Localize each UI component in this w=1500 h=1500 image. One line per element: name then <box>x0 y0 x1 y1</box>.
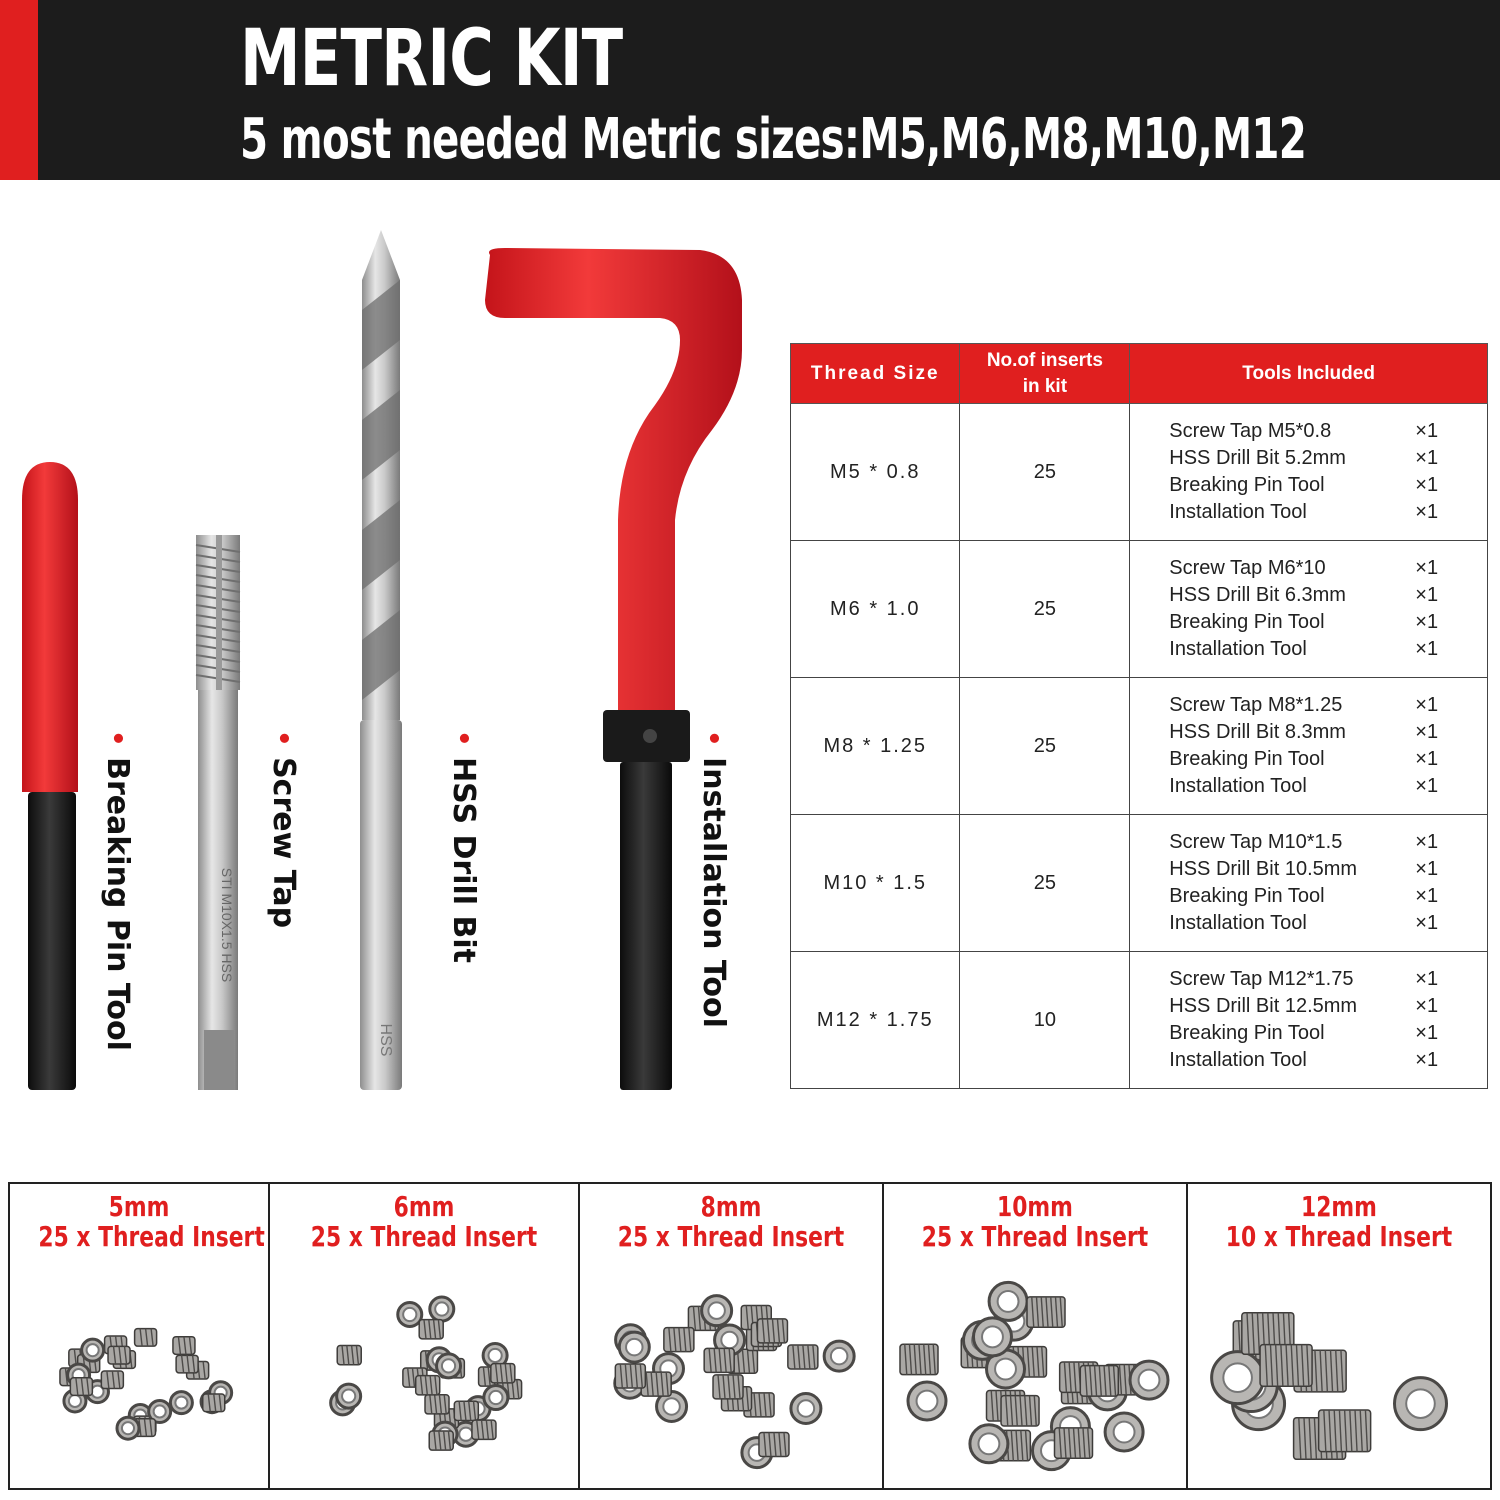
tool-name: HSS Drill Bit 5.2mm <box>1169 447 1346 469</box>
header-thread-size: Thread Size <box>791 344 960 404</box>
thread-insert-icon <box>203 1394 225 1412</box>
thread-insert-icon <box>1260 1345 1312 1387</box>
tools-included-cell <box>1130 541 1488 678</box>
header-banner <box>0 0 1500 180</box>
page-subtitle: 5 most needed Metric sizes:M5,M6,M8,M10,M12 <box>240 107 1307 172</box>
thread-insert-icon <box>472 1420 496 1439</box>
insert-size-label: 12mm <box>1301 1190 1377 1223</box>
bullet-dot: • <box>448 730 478 747</box>
insert-size-label: 6mm <box>393 1190 455 1223</box>
tool-line <box>1169 966 1437 993</box>
thread-insert-icon <box>788 1345 818 1369</box>
tool-line <box>1169 692 1437 719</box>
tool-name: Screw Tap M6*10 <box>1169 557 1326 579</box>
table-row <box>791 952 1488 1089</box>
tool-line <box>1169 609 1437 636</box>
thread-size-cell: M8 * 1.25 <box>791 678 960 815</box>
insert-count-cell: 25 <box>960 404 1130 541</box>
spec-table <box>790 343 1488 1089</box>
tool-line <box>1169 773 1437 800</box>
tool-label-text: Breaking Pin Tool <box>100 757 135 1051</box>
page-title: METRIC KIT <box>240 14 623 104</box>
thread-size-cell: M10 * 1.5 <box>791 815 960 952</box>
thread-insert-icon <box>484 1386 508 1410</box>
thread-insert-icon <box>398 1303 422 1327</box>
tool-count: ×1 <box>1415 694 1439 716</box>
bullet-dot: • <box>102 730 132 747</box>
tool-count: ×1 <box>1415 611 1439 633</box>
thread-insert-icon <box>454 1401 478 1420</box>
tool-name: Breaking Pin Tool <box>1169 474 1325 496</box>
table-row <box>791 678 1488 815</box>
tool-line <box>1169 582 1437 609</box>
tool-label-text: HSS Drill Bit <box>446 757 481 963</box>
thread-insert-icon <box>664 1328 694 1352</box>
tool-name: HSS Drill Bit 10.5mm <box>1169 858 1358 880</box>
tool-count: ×1 <box>1415 557 1439 579</box>
insert-qty-label: 25 x Thread Insert <box>310 1220 538 1253</box>
tool-count: ×1 <box>1415 831 1439 853</box>
thread-insert-icon <box>429 1431 453 1450</box>
header-insert-count: No.of inserts in kit <box>960 344 1130 404</box>
insert-cell-12mm <box>1188 1184 1490 1488</box>
thread-insert-icon <box>1027 1297 1065 1327</box>
tool-count: ×1 <box>1415 584 1439 606</box>
tool-count: ×1 <box>1415 420 1439 442</box>
insert-size-label: 5mm <box>108 1190 170 1223</box>
header-tools-included: Tools Included <box>1130 344 1488 404</box>
insert-size-label: 10mm <box>997 1190 1073 1223</box>
thread-insert-icon <box>908 1382 946 1420</box>
thread-insert-icon <box>970 1425 1008 1463</box>
installation-tool-label <box>696 730 731 1028</box>
table-row <box>791 404 1488 541</box>
insert-cell-6mm <box>270 1184 580 1488</box>
thread-size-cell: M5 * 0.8 <box>791 404 960 541</box>
insert-count-cell: 25 <box>960 815 1130 952</box>
tool-name: Installation Tool <box>1169 638 1307 660</box>
thread-insert-icon <box>416 1376 440 1395</box>
thread-insert-icon <box>1080 1366 1118 1396</box>
thread-insert-icon <box>1319 1410 1371 1452</box>
tool-name: Screw Tap M5*0.8 <box>1169 420 1332 442</box>
insert-qty-label: 10 x Thread Insert <box>1225 1220 1453 1253</box>
thread-insert-icon <box>337 1346 361 1365</box>
tool-count: ×1 <box>1415 748 1439 770</box>
tools-included-cell <box>1130 952 1488 1089</box>
tool-name: Screw Tap M8*1.25 <box>1169 694 1343 716</box>
table-header-row <box>791 344 1488 404</box>
thread-insert-icon <box>135 1329 157 1347</box>
tool-name: Installation Tool <box>1169 1049 1307 1071</box>
tool-line <box>1169 993 1437 1020</box>
thread-insert-icon <box>170 1392 192 1414</box>
tool-count: ×1 <box>1415 1049 1439 1071</box>
screw-tap-label <box>266 730 301 928</box>
thread-insert-icon <box>1394 1378 1446 1430</box>
thread-insert-icon <box>108 1346 130 1364</box>
breaking-pin-tool-label <box>100 730 135 1051</box>
thread-insert-icon <box>425 1395 449 1414</box>
bullet-dot: • <box>698 730 728 747</box>
tool-name: HSS Drill Bit 6.3mm <box>1169 584 1346 606</box>
thread-insert-pile-icon <box>10 1264 266 1484</box>
bullet-dot: • <box>268 730 298 747</box>
insert-count-cell: 10 <box>960 952 1130 1089</box>
thread-size-cell: M6 * 1.0 <box>791 541 960 678</box>
tool-name: Installation Tool <box>1169 912 1307 934</box>
thread-insert-icon <box>337 1384 361 1408</box>
thread-insert-icon <box>176 1355 198 1373</box>
thread-insert-icon <box>704 1348 734 1372</box>
drill-bit-label <box>446 730 481 963</box>
thread-inserts-strip <box>8 1182 1492 1490</box>
insert-count-cell: 25 <box>960 678 1130 815</box>
tool-count: ×1 <box>1415 968 1439 990</box>
tool-name: Screw Tap M10*1.5 <box>1169 831 1343 853</box>
thread-insert-pile-icon <box>270 1264 576 1484</box>
drill-bit-icon <box>360 230 402 1090</box>
header-accent-bar <box>0 0 38 180</box>
thread-insert-pile-icon <box>884 1264 1184 1484</box>
thread-size-cell: M12 * 1.75 <box>791 952 960 1089</box>
thread-insert-icon <box>713 1375 743 1399</box>
tool-name: Breaking Pin Tool <box>1169 1022 1325 1044</box>
tool-count: ×1 <box>1415 1022 1439 1044</box>
tool-line <box>1169 472 1437 499</box>
thread-insert-icon <box>1055 1428 1093 1458</box>
insert-qty-label: 25 x Thread Insert <box>38 1220 265 1253</box>
insert-size-label: 8mm <box>700 1190 762 1223</box>
thread-insert-pile-icon <box>580 1264 880 1484</box>
thread-insert-icon <box>82 1339 104 1361</box>
tool-name: Installation Tool <box>1169 775 1307 797</box>
thread-insert-icon <box>173 1337 195 1355</box>
thread-insert-icon <box>1001 1396 1039 1426</box>
tool-name: Breaking Pin Tool <box>1169 611 1325 633</box>
tool-count: ×1 <box>1415 474 1439 496</box>
thread-insert-icon <box>430 1297 454 1321</box>
thread-insert-icon <box>101 1371 123 1389</box>
tool-name: Screw Tap M12*1.75 <box>1169 968 1354 990</box>
thread-insert-icon <box>989 1282 1027 1320</box>
tool-count: ×1 <box>1415 858 1439 880</box>
tool-name: HSS Drill Bit 8.3mm <box>1169 721 1346 743</box>
tool-name: HSS Drill Bit 12.5mm <box>1169 995 1358 1017</box>
table-row <box>791 541 1488 678</box>
thread-insert-icon <box>702 1296 732 1326</box>
tool-name: Installation Tool <box>1169 501 1307 523</box>
thread-insert-icon <box>973 1318 1011 1356</box>
tool-name: Breaking Pin Tool <box>1169 748 1325 770</box>
thread-insert-icon <box>70 1378 92 1396</box>
thread-insert-icon <box>1105 1413 1143 1451</box>
tool-line <box>1169 418 1437 445</box>
tool-count: ×1 <box>1415 995 1439 1017</box>
drill-bit-engraving: HSS <box>377 1023 394 1057</box>
tool-count: ×1 <box>1415 447 1439 469</box>
breaking-pin-tool-icon <box>22 462 78 1090</box>
screw-tap-icon <box>196 535 240 1090</box>
insert-cell-10mm <box>884 1184 1188 1488</box>
tool-count: ×1 <box>1415 775 1439 797</box>
thread-insert-icon <box>491 1364 515 1383</box>
tool-line <box>1169 883 1437 910</box>
tool-line <box>1169 555 1437 582</box>
thread-insert-icon <box>1212 1352 1264 1404</box>
tools-included-cell <box>1130 815 1488 952</box>
insert-cell-8mm <box>580 1184 884 1488</box>
thread-insert-pile-icon <box>1188 1264 1486 1484</box>
thread-insert-icon <box>419 1320 443 1339</box>
thread-insert-icon <box>615 1364 645 1388</box>
tool-line <box>1169 910 1437 937</box>
tool-label-text: Screw Tap <box>266 757 301 929</box>
thread-insert-icon <box>1130 1361 1168 1399</box>
tools-included-cell <box>1130 404 1488 541</box>
tool-line <box>1169 1020 1437 1047</box>
table-row <box>791 815 1488 952</box>
tool-count: ×1 <box>1415 501 1439 523</box>
insert-qty-label: 25 x Thread Insert <box>617 1220 845 1253</box>
tool-line <box>1169 1047 1437 1074</box>
thread-insert-icon <box>824 1341 854 1371</box>
thread-insert-icon <box>757 1319 787 1343</box>
screw-tap-engraving: STI M10X1.5 HSS <box>219 867 235 983</box>
insert-count-cell: 25 <box>960 541 1130 678</box>
tool-line <box>1169 445 1437 472</box>
tool-line <box>1169 856 1437 883</box>
thread-insert-icon <box>117 1417 139 1439</box>
tool-line <box>1169 636 1437 663</box>
tool-label-text: Installation Tool <box>696 757 731 1028</box>
thread-insert-icon <box>791 1393 821 1423</box>
tool-count: ×1 <box>1415 721 1439 743</box>
tools-included-cell <box>1130 678 1488 815</box>
tool-line <box>1169 719 1437 746</box>
tool-line <box>1169 499 1437 526</box>
thread-insert-icon <box>619 1332 649 1362</box>
tool-count: ×1 <box>1415 885 1439 907</box>
thread-insert-icon <box>900 1344 938 1374</box>
insert-cell-5mm <box>10 1184 270 1488</box>
insert-qty-label: 25 x Thread Insert <box>921 1220 1149 1253</box>
tool-count: ×1 <box>1415 912 1439 934</box>
tool-name: Breaking Pin Tool <box>1169 885 1325 907</box>
tools-illustration <box>0 200 780 1120</box>
tool-line <box>1169 829 1437 856</box>
tool-line <box>1169 746 1437 773</box>
tool-count: ×1 <box>1415 638 1439 660</box>
thread-insert-icon <box>437 1354 461 1378</box>
thread-insert-icon <box>759 1433 789 1457</box>
